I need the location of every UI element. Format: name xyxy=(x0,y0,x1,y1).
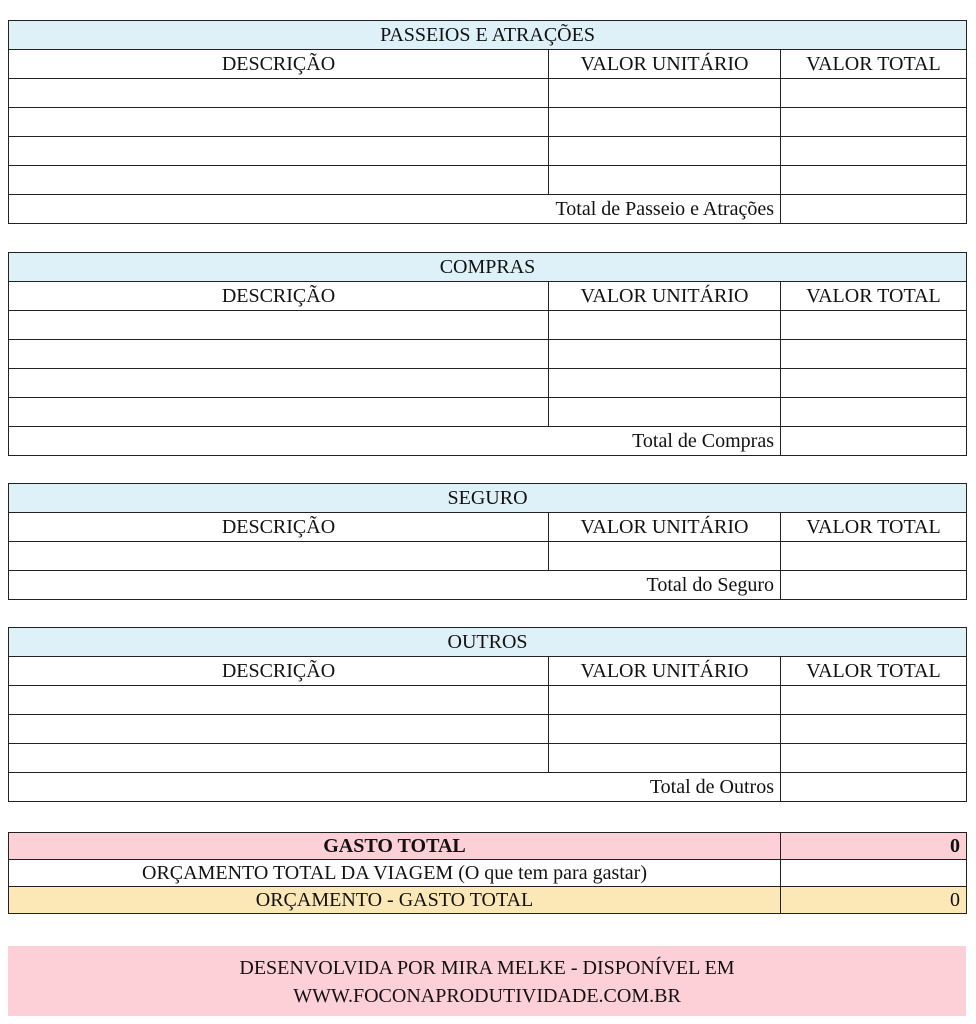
cell-descricao[interactable] xyxy=(9,744,549,773)
cell-valor-unitario[interactable] xyxy=(549,166,781,195)
cell-valor-unitario[interactable] xyxy=(549,137,781,166)
column-header-valor-total: VALOR TOTAL xyxy=(781,657,967,686)
table-row xyxy=(9,137,967,166)
column-header-descricao: DESCRIÇÃO xyxy=(9,50,549,79)
total-value-cell[interactable] xyxy=(781,773,967,802)
cell-valor-unitario[interactable] xyxy=(549,744,781,773)
cell-descricao[interactable] xyxy=(9,715,549,744)
column-header-valor-unitario: VALOR UNITÁRIO xyxy=(549,657,781,686)
seguro-table xyxy=(8,483,967,600)
total-label: Total de Outros xyxy=(9,773,781,802)
column-header-valor-total: VALOR TOTAL xyxy=(781,50,967,79)
table-row xyxy=(9,311,967,340)
cell-valor-total[interactable] xyxy=(781,311,967,340)
orcamento-label: ORÇAMENTO TOTAL DA VIAGEM (O que tem para gastar) xyxy=(9,860,781,887)
cell-valor-unitario[interactable] xyxy=(549,369,781,398)
total-label: Total de Compras xyxy=(9,427,781,456)
cell-descricao[interactable] xyxy=(9,108,549,137)
footer-line-1: DESENVOLVIDA POR MIRA MELKE - DISPONÍVEL EM xyxy=(239,957,735,979)
orcamento-row xyxy=(9,860,967,887)
cell-descricao[interactable] xyxy=(9,369,549,398)
cell-valor-unitario[interactable] xyxy=(549,542,781,571)
table-row xyxy=(9,369,967,398)
cell-valor-total[interactable] xyxy=(781,166,967,195)
table-row xyxy=(9,398,967,427)
column-header-descricao: DESCRIÇÃO xyxy=(9,513,549,542)
cell-valor-total[interactable] xyxy=(781,744,967,773)
cell-valor-total[interactable] xyxy=(781,79,967,108)
compras-table xyxy=(8,252,967,456)
section-title: COMPRAS xyxy=(9,253,967,282)
total-row xyxy=(9,773,967,802)
total-row xyxy=(9,427,967,456)
cell-valor-total[interactable] xyxy=(781,369,967,398)
column-header-valor-unitario: VALOR UNITÁRIO xyxy=(549,282,781,311)
section-title: SEGURO xyxy=(9,484,967,513)
total-row xyxy=(9,195,967,224)
cell-descricao[interactable] xyxy=(9,166,549,195)
total-value-cell[interactable] xyxy=(781,195,967,224)
diferenca-row xyxy=(9,887,967,914)
total-label: Total de Passeio e Atrações xyxy=(9,195,781,224)
column-header-valor-total: VALOR TOTAL xyxy=(781,282,967,311)
column-header-descricao: DESCRIÇÃO xyxy=(9,282,549,311)
gasto-total-row xyxy=(9,833,967,860)
cell-valor-unitario[interactable] xyxy=(549,686,781,715)
orcamento-value-cell[interactable] xyxy=(781,860,967,887)
table-row xyxy=(9,542,967,571)
cell-valor-total[interactable] xyxy=(781,137,967,166)
footer-credit xyxy=(8,946,966,1016)
total-value-cell[interactable] xyxy=(781,571,967,600)
cell-valor-total[interactable] xyxy=(781,108,967,137)
cell-valor-total[interactable] xyxy=(781,340,967,369)
cell-descricao[interactable] xyxy=(9,340,549,369)
column-header-descricao: DESCRIÇÃO xyxy=(9,657,549,686)
cell-valor-unitario[interactable] xyxy=(549,79,781,108)
section-passeios xyxy=(8,20,966,224)
outros-table xyxy=(8,627,967,802)
cell-descricao[interactable] xyxy=(9,79,549,108)
footer-line-2[interactable]: WWW.FOCONAPRODUTIVIDADE.COM.BR xyxy=(293,985,681,1007)
cell-valor-total[interactable] xyxy=(781,542,967,571)
passeios-table xyxy=(8,20,967,224)
table-row xyxy=(9,715,967,744)
table-row xyxy=(9,108,967,137)
diferenca-value: 0 xyxy=(781,887,967,914)
cell-valor-unitario[interactable] xyxy=(549,398,781,427)
gasto-total-value: 0 xyxy=(781,833,967,860)
cell-descricao[interactable] xyxy=(9,137,549,166)
total-label: Total do Seguro xyxy=(9,571,781,600)
table-row xyxy=(9,79,967,108)
total-row xyxy=(9,571,967,600)
diferenca-label: ORÇAMENTO - GASTO TOTAL xyxy=(9,887,781,914)
cell-valor-unitario[interactable] xyxy=(549,311,781,340)
table-row xyxy=(9,166,967,195)
cell-descricao[interactable] xyxy=(9,311,549,340)
cell-descricao[interactable] xyxy=(9,398,549,427)
gasto-total-label: GASTO TOTAL xyxy=(9,833,781,860)
table-row xyxy=(9,686,967,715)
section-title: OUTROS xyxy=(9,628,967,657)
cell-descricao[interactable] xyxy=(9,542,549,571)
section-title: PASSEIOS E ATRAÇÕES xyxy=(9,21,967,50)
table-row xyxy=(9,744,967,773)
table-row xyxy=(9,340,967,369)
column-header-valor-unitario: VALOR UNITÁRIO xyxy=(549,50,781,79)
cell-descricao[interactable] xyxy=(9,686,549,715)
summary-table xyxy=(8,832,967,914)
cell-valor-unitario[interactable] xyxy=(549,108,781,137)
section-seguro xyxy=(8,483,966,600)
cell-valor-total[interactable] xyxy=(781,686,967,715)
cell-valor-unitario[interactable] xyxy=(549,340,781,369)
cell-valor-total[interactable] xyxy=(781,715,967,744)
cell-valor-total[interactable] xyxy=(781,398,967,427)
column-header-valor-unitario: VALOR UNITÁRIO xyxy=(549,513,781,542)
total-value-cell[interactable] xyxy=(781,427,967,456)
column-header-valor-total: VALOR TOTAL xyxy=(781,513,967,542)
section-compras xyxy=(8,252,966,456)
section-outros xyxy=(8,627,966,802)
cell-valor-unitario[interactable] xyxy=(549,715,781,744)
summary-section xyxy=(8,832,966,914)
